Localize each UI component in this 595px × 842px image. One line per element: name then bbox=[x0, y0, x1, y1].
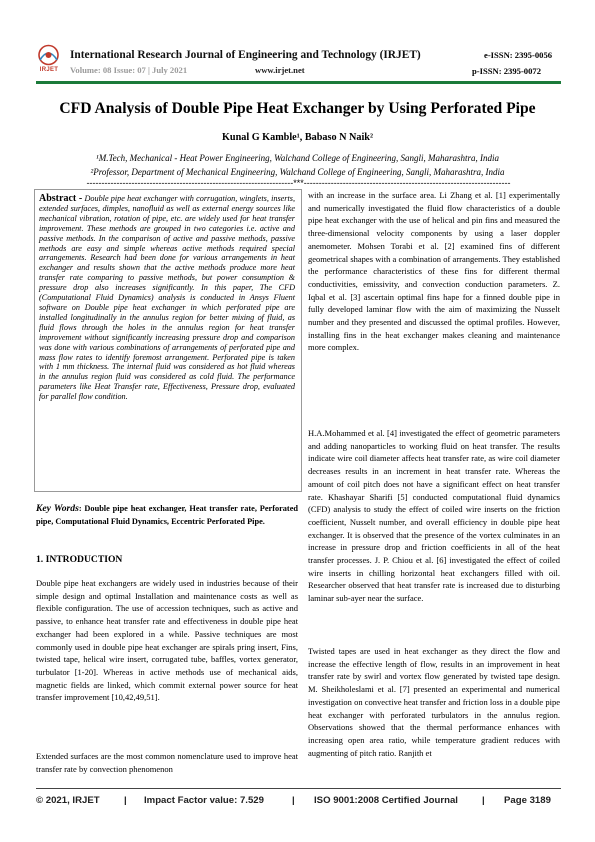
right-paragraph-3: Twisted tapes are used in heat exchanger as they direct the flow and increase the effective length of flow, results in an improvement in heat transfer rate by swirl and vortex flow generated by twisted tape design. M. Sheikholeslami et al. [7] presented an experimental and numerical investigation on convective heat transfer and friction loss in a double pipe heat exchanger with perforated turbulators in the annulus region. Observations showed that the thermal performance enhances with increasing open area ratio, while temperature gradient reduces with augmenting of pitch ratio. Ranjith et bbox=[308, 646, 560, 758]
footer-iso: ISO 9001:2008 Certified Journal bbox=[314, 795, 458, 806]
header-rule bbox=[36, 81, 561, 84]
footer-separator: | bbox=[482, 795, 485, 806]
footer-copyright: © 2021, IRJET bbox=[36, 795, 100, 806]
abstract bbox=[39, 194, 295, 402]
separator-line: ---------------------------------------------------------------------***--------------------------------------------------------------------- bbox=[86, 178, 511, 188]
section-heading: 1. INTRODUCTION bbox=[36, 554, 123, 565]
abstract-text: Double pipe heat exchanger with corrugation, winglets, inserts, extended surfaces, dimples, nanofluid as well as external energy sources like mechanical vibration, rotation of pipe, etc. are widely used for heat transfer improvement. These methods are grouped in two categories i.e. active and passive methods. In the comparison of active and passive methods, passive methods are easy and simple whereas active methods required special arrangements. Research had been done for various arrangements in heat exchanger and results shown that the active methods produce more heat transfer rate comparing to passive methods, but power consumption & pressure drop also increases significantly. In this paper, The CFD (Computational Fluid Dynamics) analysis is conducted in Ansys Fluent software on Double pipe heat exchanger in which perforated pipe are installed longitudinally in the annulus region for better mixing of fluid, as fluid flows through the holes in the annulus region for heat transfer improvement without significantly increasing pressure drop and comparison was done with various combinations of arrangements of perforated pipe and mass flow rates to identify foremost arrangement. Perforated pipe is taken with 1 mm thickness. The internal fluid was considered as hot fluid whereas in the annulus region fluid was considered as cold fluid. The performance parameters like Heat Transfer rate, Effectiveness, Pressure drop, evaluated for parallel flow condition. bbox=[39, 194, 295, 402]
logo-text: IRJET bbox=[39, 67, 59, 73]
keywords-text: : Double pipe heat exchanger, Heat transfer rate, Perforated pipe, Computational Fluid Dynamics, Eccentric Perforated Pipe. bbox=[36, 504, 298, 526]
footer-impact-factor: Impact Factor value: 7.529 bbox=[144, 795, 264, 806]
journal-title: International Research Journal of Engineering and Technology (IRJET) bbox=[70, 49, 421, 61]
intro-paragraph-1: Double pipe heat exchangers are widely used in industries because of their simple design and optimal Installation and maintenance costs as well as flexible configuration. The use of accession techniques, such as active and passive, to enhance heat transfer rate and effectiveness in double pipe heat exchanger had been explored in a while. Passive techniques are most commonly used in double pipe heat exchanger are spirals pring insert, Fins, twisted tape, helical wire insert, corrugated tube, baffles, vortex generator, turbulator [1-20]. Whereas in active methods use of mechanical aids, magnetic fields are linked, which commit external power source for heat transfer improvement [10,42,49,51]. bbox=[36, 578, 298, 703]
website-link[interactable]: www.irjet.net bbox=[255, 65, 305, 75]
abstract-label: Abstract - bbox=[39, 193, 83, 204]
intro-paragraph-2: Extended surfaces are the most common nomenclature used to improve heat transfer rate by convection phenomenon bbox=[36, 751, 298, 774]
footer-separator: | bbox=[124, 795, 127, 806]
p-issn: p-ISSN: 2395-0072 bbox=[472, 66, 541, 76]
footer-separator: | bbox=[292, 795, 295, 806]
volume-issue: Volume: 08 Issue: 07 | July 2021 bbox=[70, 65, 188, 75]
journal-logo bbox=[36, 44, 61, 68]
paper-authors: Kunal G Kamble¹, Babaso N Naik² bbox=[221, 132, 374, 143]
logo-icon bbox=[36, 44, 61, 68]
e-issn: e-ISSN: 2395-0056 bbox=[484, 50, 553, 60]
affiliation-2: ²Professor, Department of Mechanical Engineering, Walchand College of Engineering, Sangli, Maharashtra, India bbox=[90, 167, 505, 177]
page-footer bbox=[36, 795, 561, 809]
footer-page-number: Page 3189 bbox=[504, 795, 551, 806]
paper-title: CFD Analysis of Double Pipe Heat Exchanger by Using Perforated Pipe bbox=[59, 100, 536, 117]
right-paragraph-2: H.A.Mohammed et al. [4] investigated the effect of geometric parameters and adding nanoparticles to working fluid on heat transfer. The results indicate wire coil diameter affects heat transfer rate, as wire coil diameter decreases results in an increment in heat transfer rate. Whereas the amount of coil pitch does not have a significant effect on heat transfer rate. Khashayar Sharifi [5] conducted computational fluid dynamics (CFD) analysis to study the effect of coiled wire inserts on the friction coefficient, Nusselt number, and overall efficiency in double pipe heat exchanger. It is observed that the presence of the vortex culminates in an increase in pressure drop and friction coefficients in all of the heat transfer processes. J. P. Chiou et al. [6] investigated the effect of coiled wire inserts in chilling horizontal heat exchangers filled with oil. Researcher observed that heat transfer rate is increased due to disturbing laminar sub-ayer near the surface. bbox=[308, 428, 560, 604]
footer-rule bbox=[36, 788, 561, 789]
keywords-label: Key Words bbox=[36, 503, 79, 514]
right-paragraph-1: with an increase in the surface area. Li Zhang et al. [1] experimentally and numerically investigated the fluid flow characteristics of a double pipe heat exchanger with the use of helical and pin fins and measured the three-dimensional velocity components by using a laser doppler anemometer. Mohsen Torabi et al. [2] examined fins of different geometrical shapes with a combination of arrangements. They established the performance characteristics of these fins for different thermal conductivities, emissivity, and convection conduction parameters. Z. Iqbal et al. [3] ascertain optimal fins hape for a finned double pipe in fully developed laminar flow with the aim of maximizing the Nusselt number and they presented and discussed the optimal profiles. However, installing fins in the heat exchanger makes cleaning and maintenance more complex. bbox=[308, 190, 560, 353]
keywords bbox=[36, 503, 298, 528]
affiliation-1: ¹M.Tech, Mechanical - Heat Power Engineering, Walchand College of Engineering, Sangli, Maharashtra, India bbox=[96, 153, 499, 163]
